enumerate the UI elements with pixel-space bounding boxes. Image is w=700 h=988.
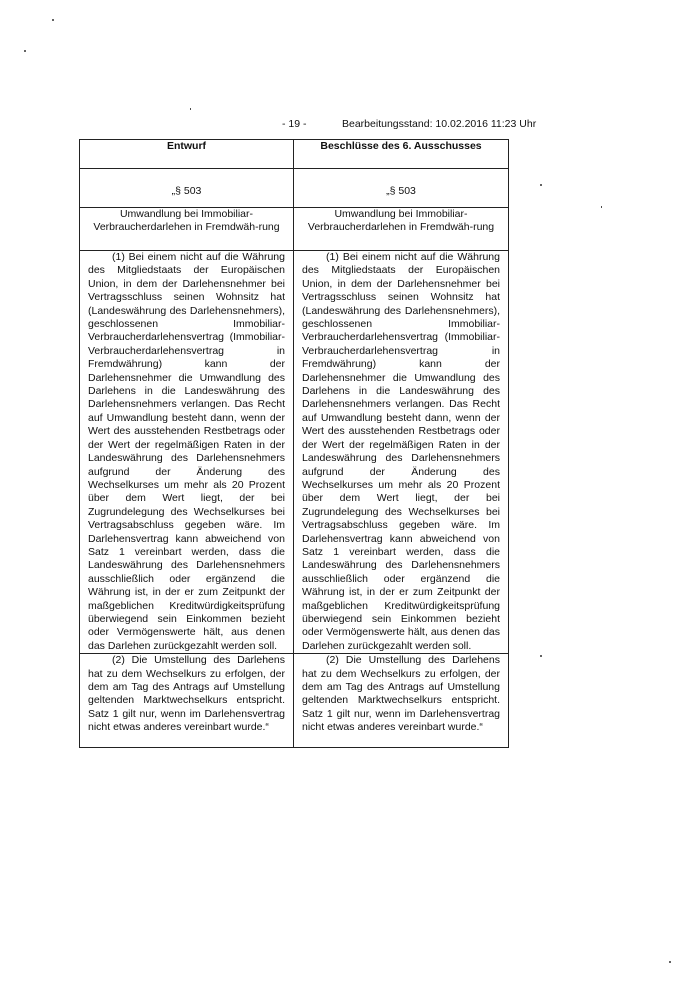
right-section-title: Umwandlung bei Immobiliar-Verbraucherdarlehen in Fremdwäh-rung <box>294 208 509 251</box>
right-section-number: „§ 503 <box>294 185 509 208</box>
spacer-cell <box>294 169 509 186</box>
left-paragraph-2-text: (2) Die Umstellung des Darlehens hat zu dem Wechselkurs zu erfolgen, der dem am Tag des Antrags auf Umstellung geltenden Marktwechselkurs entspricht. Satz 1 gilt nur, wenn im Darlehensvertrag nicht etwas anderes vereinbart wurde.“ <box>88 654 285 734</box>
left-section-number: „§ 503 <box>80 185 294 208</box>
column-header-row <box>80 140 509 169</box>
scan-speck <box>190 108 191 110</box>
left-paragraph-1-text: (1) Bei einem nicht auf die Währung des Mitgliedstaats der Europäischen Union, in dem der Darlehensnehmer bei Vertragsschluss seinen Wohnsitz hat (Landeswährung des Darlehensnehmers), geschlossenen Immobiliar-Verbraucherdarlehensvertrag (Immobiliar-Verbraucherdarlehensvertrag in Fremdwährung) kann der Darlehensnehmer die Umwandlung des Darlehens in die Landeswährung des Darlehensnehmers verlangen. Das Recht auf Umwandlung besteht dann, wenn der Wert des ausstehenden Restbetrags oder der Wert der regelmäßigen Raten in der Landeswährung des Darlehensnehmers aufgrund der Änderung des Wechselkurses um mehr als 20 Prozent über dem Wert liegt, der bei Zugrundelegung des Wechselkurses bei Vertragsabschluss gegeben wäre. Im Darlehensvertrag kann abweichend von Satz 1 vereinbart werden, dass die Landeswährung des Darlehensnehmers ausschließlich oder ergänzend die Währung ist, in der er zum Zeitpunkt der maßgeblichen Kreditwürdigkeitsprüfung überwiegend sein Einkommen bezieht oder Vermögenswerte hält, aus denen das Darlehen zurückgezahlt werden soll. <box>88 251 285 652</box>
scan-speck <box>52 19 54 21</box>
scan-speck <box>601 206 602 208</box>
left-column-heading: Entwurf <box>80 140 294 169</box>
section-title-row <box>80 208 509 251</box>
right-paragraph-2-text: (2) Die Umstellung des Darlehens hat zu dem Wechselkurs zu erfolgen, der dem am Tag des Antrags auf Umstellung geltenden Marktwechselkurs entspricht. Satz 1 gilt nur, wenn im Darlehensvertrag nicht etwas anderes vereinbart wurde.“ <box>302 654 500 734</box>
right-paragraph-1 <box>294 251 509 654</box>
spacer-cell <box>80 169 294 186</box>
right-paragraph-1-text: (1) Bei einem nicht auf die Währung des Mitgliedstaats der Europäischen Union, in dem der Darlehensnehmer bei Vertragsschluss seinen Wohnsitz hat (Landeswährung des Darlehensnehmers), geschlossenen Immobiliar-Verbraucherdarlehensvertrag (Immobiliar-Verbraucherdarlehensvertrag in Fremdwährung) kann der Darlehensnehmer die Umwandlung des Darlehens in die Landeswährung des Darlehensnehmers verlangen. Das Recht auf Umwandlung besteht dann, wenn der Wert des ausstehenden Restbetrags oder der Wert der regelmäßigen Raten in der Landeswährung des Darlehensnehmers aufgrund der Änderung des Wechselkurses um mehr als 20 Prozent über dem Wert liegt, der bei Zugrundelegung des Wechselkurses bei Vertragsabschluss gegeben wäre. Im Darlehensvertrag kann abweichend von Satz 1 vereinbart werden, dass die Landeswährung des Darlehensnehmers ausschließlich oder ergänzend die Währung ist, in der er zum Zeitpunkt der maßgeblichen Kreditwürdigkeitsprüfung überwiegend sein Einkommen bezieht oder Vermögenswerte hält, aus denen das Darlehen zurückgezahlt werden soll. <box>302 251 500 652</box>
right-paragraph-2 <box>294 654 509 747</box>
page-number: - 19 - <box>282 118 307 130</box>
left-paragraph-2 <box>80 654 294 747</box>
edit-status: Bearbeitungsstand: 10.02.2016 11:23 Uhr <box>342 118 537 130</box>
spacer-row <box>80 169 509 186</box>
paragraph-1-row <box>80 251 509 654</box>
page-header <box>0 118 700 134</box>
scan-speck <box>669 961 671 963</box>
right-column-heading: Beschlüsse des 6. Ausschusses <box>294 140 509 169</box>
scan-speck <box>540 655 542 657</box>
comparison-table <box>79 139 509 748</box>
scan-speck <box>540 184 542 186</box>
scan-speck <box>24 50 26 52</box>
paragraph-2-row <box>80 654 509 747</box>
left-section-title: Umwandlung bei Immobiliar-Verbraucherdarlehen in Fremdwäh-rung <box>80 208 294 251</box>
section-row <box>80 185 509 208</box>
left-paragraph-1 <box>80 251 294 654</box>
